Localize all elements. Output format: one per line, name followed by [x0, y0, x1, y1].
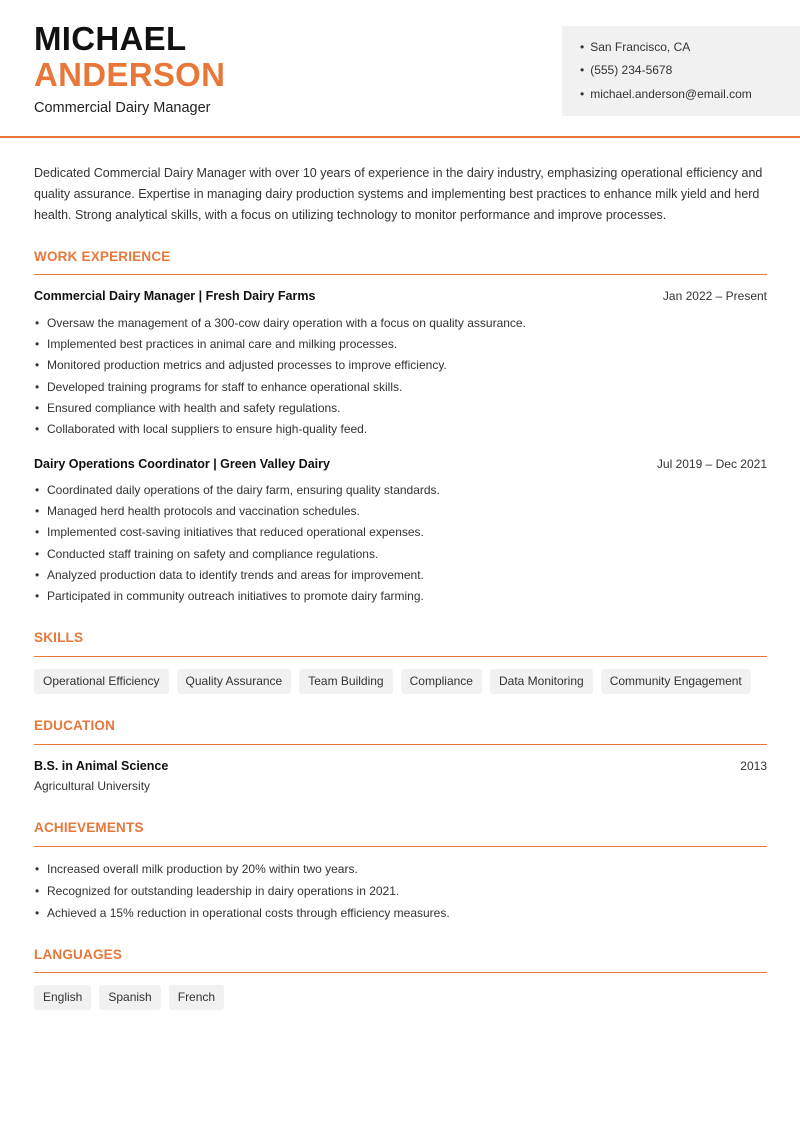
- skill-tag: Operational Efficiency: [34, 669, 169, 694]
- section-title-education: EDUCATION: [34, 718, 116, 733]
- job-dates: Jul 2019 – Dec 2021: [656, 457, 767, 471]
- section-title-work: WORK EXPERIENCE: [34, 249, 171, 264]
- list-item: • Ensured compliance with health and safety regulations.: [34, 398, 526, 419]
- language-tag: French: [169, 985, 224, 1010]
- education-year: 2013: [740, 759, 767, 773]
- section-title-achievements: ACHIEVEMENTS: [34, 820, 144, 835]
- section-divider: [34, 274, 767, 275]
- job-heading: Commercial Dairy Manager | Fresh Dairy Farms: [34, 289, 316, 303]
- section-title-languages: LANGUAGES: [34, 947, 123, 962]
- list-item: • Participated in community outreach initiatives to promote dairy farming.: [34, 586, 440, 607]
- language-tag: English: [34, 985, 91, 1010]
- list-item: • Increased overall milk production by 20% within two years.: [34, 858, 450, 880]
- contact-location: • San Francisco, CA: [580, 40, 690, 54]
- job-title: Commercial Dairy Manager: [34, 100, 211, 116]
- contact-phone: • (555) 234-5678: [580, 63, 672, 77]
- skill-tag: Compliance: [401, 669, 482, 694]
- section-divider: [34, 656, 767, 657]
- list-item: • Implemented best practices in animal care and milking processes.: [34, 334, 526, 355]
- language-tag: Spanish: [99, 985, 160, 1010]
- first-name: MICHAEL: [34, 20, 187, 57]
- list-item: • Achieved a 15% reduction in operational costs through efficiency measures.: [34, 902, 450, 924]
- job-bullet-list: [34, 480, 440, 607]
- skill-tag: Quality Assurance: [177, 669, 292, 694]
- resume-header: [0, 0, 800, 138]
- list-item: • Managed herd health protocols and vaccination schedules.: [34, 501, 440, 522]
- list-item: • Coordinated daily operations of the dairy farm, ensuring quality standards.: [34, 480, 440, 501]
- list-item: • Oversaw the management of a 300-cow dairy operation with a focus on quality assurance.: [34, 313, 526, 334]
- list-item: • Developed training programs for staff to enhance operational skills.: [34, 377, 526, 398]
- section-title-skills: SKILLS: [34, 630, 84, 645]
- job-bullet-list: [34, 313, 526, 440]
- education-degree: B.S. in Animal Science: [34, 759, 169, 773]
- list-item: • Analyzed production data to identify trends and areas for improvement.: [34, 565, 440, 586]
- list-item: • Conducted staff training on safety and compliance regulations.: [34, 544, 440, 565]
- job-heading: Dairy Operations Coordinator | Green Valley Dairy: [34, 457, 330, 471]
- last-name: ANDERSON: [34, 56, 226, 93]
- job-dates: Jan 2022 – Present: [662, 289, 767, 303]
- section-divider: [34, 846, 767, 847]
- contact-email[interactable]: • michael.anderson@email.com: [580, 87, 752, 101]
- summary-text: Dedicated Commercial Dairy Manager with over 10 years of experience in the dairy industry, emphasizing operational efficiency and quality assurance. Expertise in managing dairy production systems and implementing best practices to enhance milk yield and herd health. Strong analytical skills, with a focus on utilizing technology to monitor performance and improve processes.: [34, 166, 763, 222]
- contact-box: [562, 26, 800, 116]
- list-item: • Monitored production metrics and adjusted processes to improve efficiency.: [34, 355, 526, 376]
- section-divider: [34, 972, 767, 973]
- list-item: • Collaborated with local suppliers to ensure high-quality feed.: [34, 419, 526, 440]
- list-item: • Implemented cost-saving initiatives that reduced operational expenses.: [34, 522, 440, 543]
- education-school: Agricultural University: [34, 779, 151, 793]
- list-item: • Recognized for outstanding leadership in dairy operations in 2021.: [34, 880, 450, 902]
- skills-tags: [34, 669, 751, 694]
- language-tags: [34, 985, 224, 1010]
- section-divider: [34, 744, 767, 745]
- skill-tag: Community Engagement: [601, 669, 751, 694]
- skill-tag: Team Building: [299, 669, 392, 694]
- skill-tag: Data Monitoring: [490, 669, 593, 694]
- achievements-list: [34, 858, 450, 924]
